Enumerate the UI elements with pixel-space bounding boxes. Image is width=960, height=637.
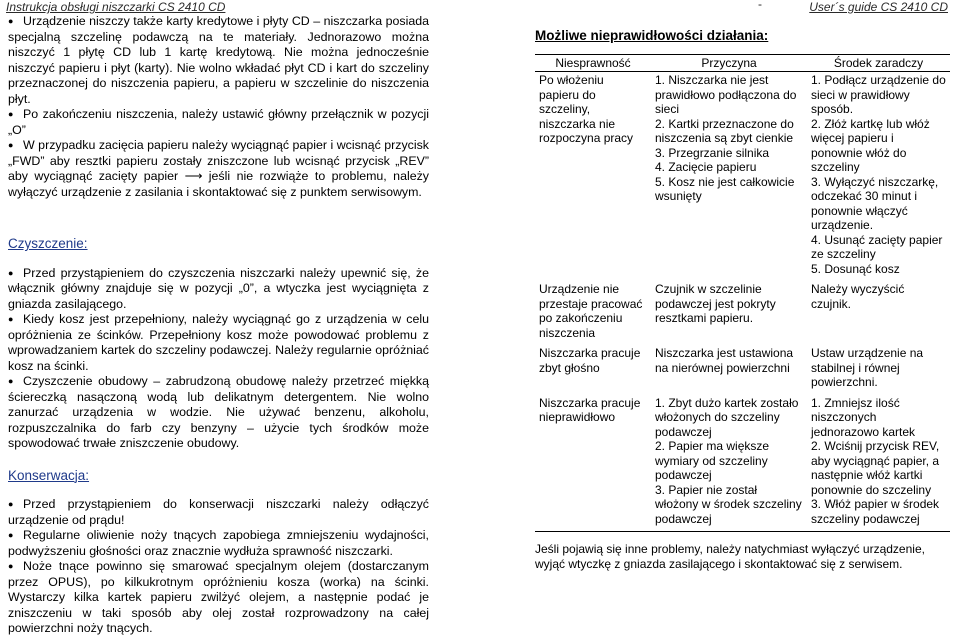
cell-cause: Niszczarka jest ustawiona na nierównej powierzchni — [655, 346, 794, 375]
right-column — [535, 14, 950, 572]
cleaning-item-1: ● Przed przystąpieniem do czyszczenia niszczarki należy upewnić się, że włącznik główny znajduje się w pozycji „0”, a wtyczka jest wyciągnięta z gniazda zasilającego. — [8, 266, 429, 313]
cell-problem: Niszczarka pracuje nieprawidłowo — [535, 395, 651, 532]
cleaning-list — [8, 266, 429, 452]
footnote: Jeśli pojawią się inne problemy, należy natychmiast wyłączyć urządzenie, wyjąć wtyczkę z gniazda zasilającego i skontaktować się z serwisem. — [535, 542, 925, 571]
cleaning-item-2: ● Kiedy kosz jest przepełniony, należy wyciągnąć go z urządzenia w celu opróżnienia ze ścinków. Przepełniony kosz może powodować problemu z wprowadzaniem kartek do szczeliny podawczej. Należy regularnie opróżniać kosz na ścinki. — [8, 312, 429, 374]
page-header-right: User´s guide CS 2410 CD — [809, 0, 948, 14]
column-header: Środek zaradczy — [807, 54, 950, 72]
cell-remedy: Ustaw urządzenie na stabilnej i równej powierzchni. — [811, 346, 924, 389]
table-header-row — [535, 54, 950, 72]
intro-paragraph-2: ● Po zakończeniu niszczenia, należy ustawić główny przełącznik w pozycji „O” — [8, 107, 429, 138]
cell-cause: 1. Zbyt dużo kartek zostało włożonych do szczeliny podawczej 2. Papier ma większe wymiary od szczeliny podawczej 3. Papier nie został włożony w środek szczeliny podawczej — [651, 395, 807, 532]
cell-cause: Czujnik w szczelinie podawczej jest pokryty resztkami papieru. — [655, 282, 776, 325]
intro-paragraph-1: ● Urządzenie niszczy także karty kredytowe i płyty CD – niszczarka posiada specjalną szczelinę podawczą na te materiały. Jednorazowo można niszczyć 1 płytę CD lub 1 kartę kredytową. Nie można jednocześnie niszczyć papieru i płyt (karty). Nie wolno wkładać płyt CD i kart do szczeliny przeznaczonej do niszczenia papieru, a papieru w szczelinie do niszczenia płyt. — [8, 14, 429, 107]
troubleshooting-title: Możliwe nieprawidłowości działania: — [535, 28, 769, 43]
cell-cause: 1. Niszczarka nie jest prawidłowo podłączona do sieci 2. Kartki przeznaczone do niszczenia są zbyt cienkie 3. Przegrzanie silnika 4. Zacięcie papieru 5. Kosz nie jest całkowicie wsunięty — [655, 73, 797, 203]
table-body — [535, 72, 950, 532]
table-row — [535, 72, 950, 282]
maintenance-item-3: ● Noże tnące powinno się smarować specjalnym olejem (dostarczanym przez OPUS), po kilkukrotnym opróżnieniu kosza (worka) na ścinki. Wystarczy kilka kartek papieru zwilżyć olejem, a następnie podać je zniszczeniu w taki sposób aby olej został rozprowadzony na całej powierzchni noży tnących. — [8, 559, 429, 637]
maintenance-list — [8, 497, 429, 637]
cell-problem: Niszczarka pracuje zbyt głośno — [539, 346, 641, 375]
table-row — [535, 395, 950, 532]
cell-problem: Urządzenie nie przestaje pracować po zakończeniu niszczenia — [539, 282, 643, 340]
column-header: Niesprawność — [535, 54, 651, 72]
page-header-left: Instrukcja obsługi niszczarki CS 2410 CD — [6, 0, 226, 14]
intro-list — [8, 14, 429, 200]
cell-remedy: 1. Zmniejsz ilość niszczonych jednorazowo kartek 2. Wciśnij przycisk REV, aby wyciągnąć papier, a następnie włóż kartki ponownie do szczeliny 3. Włóż papier w środek szczeliny podawczej — [807, 395, 950, 532]
cleaning-item-3: ● Czyszczenie obudowy – zabrudzoną obudowę należy przetrzeć miękką ściereczką nasączoną wodą lub delikatnym detergentem. Nie wolno zanurzać urządzenia w wodzie. Nie używać benzenu, alkoholu, rozpuszczalnika do farb czy benzyny – użycie tych środków może spowodować trwałe zniszczenie obudowy. — [8, 374, 429, 452]
page-header-mid: - — [758, 0, 762, 11]
cell-remedy: Należy wyczyścić czujnik. — [811, 282, 905, 311]
maintenance-heading: Konserwacja: — [8, 467, 90, 483]
table-row — [535, 345, 950, 395]
column-header: Przyczyna — [651, 54, 807, 72]
cell-problem: Po włożeniu papieru do szczeliny, niszczarka nie rozpoczyna pracy — [539, 73, 634, 145]
left-column — [8, 14, 429, 637]
troubleshooting-table — [535, 54, 950, 533]
cell-remedy: 1. Podłącz urządzenie do sieci w prawidłowy sposób. 2. Złóż kartkę lub włóż więcej papieru i ponownie włóż do szczeliny 3. Wyłączyć niszczarkę, odczekać 30 minut i ponownie włączyć urządzenie. 4. Usunąć zacięty papier ze szczeliny 5. Dosunąć kosz — [811, 73, 946, 276]
table-row — [535, 281, 950, 345]
cleaning-heading: Czyszczenie: — [8, 236, 88, 251]
maintenance-item-1: ● Przed przystąpieniem do konserwacji niszczarki należy odłączyć urządzenie od prądu! — [8, 497, 429, 528]
maintenance-item-2: ● Regularne oliwienie noży tnących zapobiega zmniejszeniu wydajności, podwyższeniu głośności oraz znacznie wydłuża sprawność niszczarki. — [8, 528, 429, 559]
intro-paragraph-3: ● W przypadku zacięcia papieru należy wyciągnąć papier i wcisnąć przycisk „FWD” aby resztki papieru zostały zniszczone lub wcisnąć przycisk „REV” aby wyciągnąć zacięty papier ⟶ jeśli nie rozwiąże to problemu, należy wyłączyć urządzenie z zasilania i skontaktować się z punktem serwisowym. — [8, 138, 429, 200]
